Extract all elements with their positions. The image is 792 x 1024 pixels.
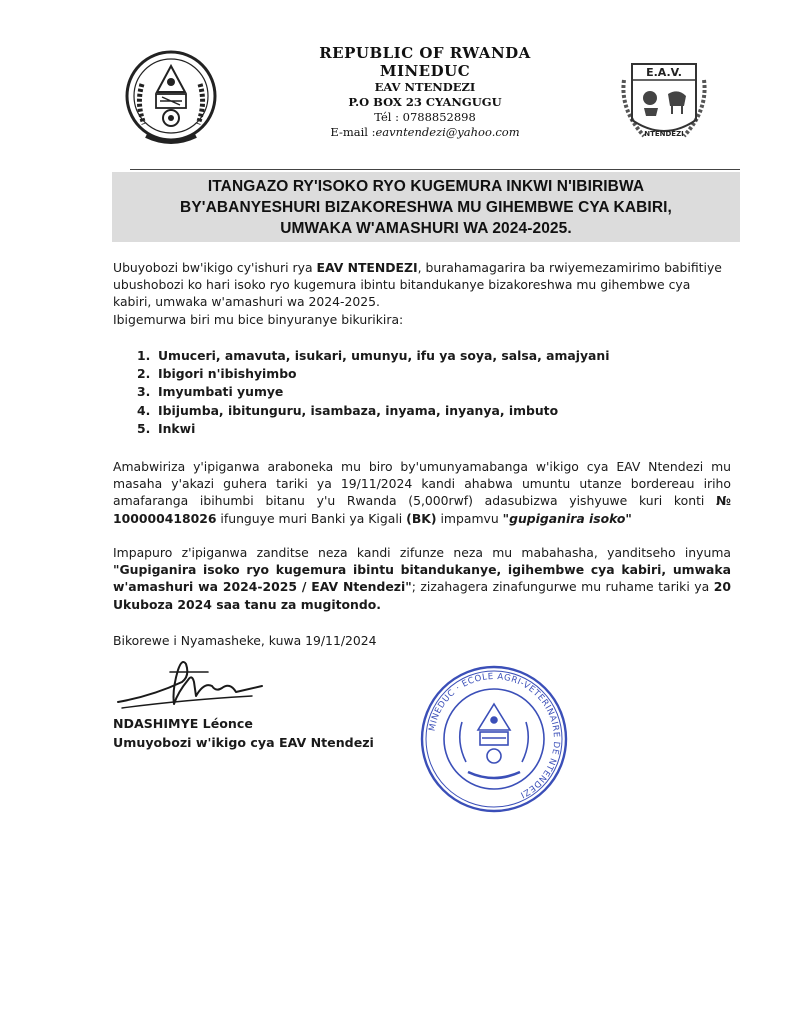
announcement-title <box>112 176 740 239</box>
conditions-text-3: impamvu <box>436 510 503 526</box>
list-item <box>137 420 609 438</box>
conditions-text-2: ifunguye muri Banki ya Kigali <box>216 510 407 526</box>
supplies-list <box>137 347 609 438</box>
intro-paragraph <box>113 259 723 328</box>
signature-icon <box>112 652 272 714</box>
title-line-2: BY'ABANYESHURI BIZAKORESHWA MU GIHEMBWE CYA KABIRI, <box>180 199 672 216</box>
school-logo-text-bottom: NTENDEZI <box>644 130 684 138</box>
letterhead-republic: REPUBLIC OF RWANDA <box>319 44 531 62</box>
letterhead-ministry: MINEDUC <box>379 62 471 80</box>
intro-school: EAV NTENDEZI <box>316 260 418 275</box>
rwanda-coat-of-arms-icon <box>122 44 220 154</box>
list-item <box>137 347 609 365</box>
letterhead-po-box: P.O BOX 23 CYANGUGU <box>348 95 502 109</box>
list-item <box>137 402 609 420</box>
intro-text-2: , burahamagarira ba rwiyemezamirimo babifitiye ubushobozi ko hari isoko ryo kugemura ibintu bitandukanye bizakoreshwa mu gihembwe cya kabiri, umwaka w'amashuri wa 2024-2025. <box>113 260 722 310</box>
conditions-paragraph <box>113 458 731 527</box>
list-item-number: 3. <box>137 384 151 400</box>
payment-reason: "gupiganira isoko" <box>502 510 632 526</box>
letterhead <box>260 44 590 140</box>
list-item-number: 4. <box>137 402 151 418</box>
letterhead-tel: Tél : 0788852898 <box>374 110 476 124</box>
letterhead-school: EAV NTENDEZI <box>374 80 476 94</box>
email-value: eavntendezi@yahoo.com <box>375 125 520 139</box>
stamp-ring-text <box>427 672 561 800</box>
conditions-text-1: Amabwiriza y'ipiganwa araboneka mu biro by'umunyamabanga w'ikigo cya EAV Ntendezi mu masaha y'akazi guhera tariki ya 19/11/2024 kandi ahabwa umuntu utanze bordereau iriho amafaranga ibihumbi bitanu y'u Rwanda (5,000rwf) adasubizwa yishyuwe kuri konti <box>113 459 731 509</box>
list-item-text: Umuceri, amavuta, isukari, umunyu, ifu ya soya, salsa, amajyani <box>158 348 610 363</box>
signer-role: Umuyobozi w'ikigo cya EAV Ntendezi <box>113 735 374 750</box>
stamp-ring-textpath: MINEDUC · ECOLE AGRI-VETERINAIRE DE NTENDEZI <box>427 671 562 800</box>
school-logo-text-top: E.A.V. <box>646 66 682 79</box>
title-line-1: ITANGAZO RY'ISOKO RYO KUGEMURA INKWI N'IBIRIBWA <box>207 178 645 195</box>
official-stamp-icon <box>418 664 570 814</box>
list-item-text: Ibigori n'ibishyimbo <box>158 366 297 382</box>
account-number: № 100000418026 <box>113 493 731 526</box>
list-item-number: 1. <box>137 348 151 363</box>
submission-paragraph <box>113 544 731 613</box>
school-logo-icon <box>614 50 714 150</box>
submission-deadline: 20 Ukuboza 2024 saa tanu za mugitondo. <box>113 579 731 612</box>
bank-code: (BK) <box>406 510 437 526</box>
letterhead-email <box>260 125 590 140</box>
list-item-text: Imyumbati yumye <box>158 384 284 400</box>
email-label: E-mail : <box>330 125 376 139</box>
place-date: Bikorewe i Nyamasheke, kuwa 19/11/2024 <box>113 633 377 648</box>
list-item <box>137 383 609 401</box>
signer-name: NDASHIMYE Léonce <box>113 716 253 731</box>
submission-text-2: ; zizahagera zinafungurwe mu ruhame tariki ya <box>411 579 714 595</box>
intro-text-1: Ubuyobozi bw'ikigo cy'ishuri rya <box>113 260 317 275</box>
list-item-number: 2. <box>137 366 151 382</box>
envelope-subject: "Gupiganira isoko ryo kugemura ibintu bitandukanye, igihembwe cya kabiri, umwaka w'amashuri wa 2024-2025 / EAV Ntendezi" <box>113 562 731 595</box>
list-item-text: Ibijumba, ibitunguru, isambaza, inyama, inyanya, imbuto <box>158 402 559 418</box>
list-item-text: Inkwi <box>158 420 196 436</box>
title-line-3: UMWAKA W'AMASHURI WA 2024-2025. <box>280 220 572 237</box>
intro-text-3: Ibigemurwa biri mu bice binyuranye bikurikira: <box>113 311 404 327</box>
submission-text-1: Impapuro z'ipiganwa zanditse neza kandi zifunze neza mu mabahasha, yanditseho inyuma <box>113 545 731 560</box>
list-item-number: 5. <box>137 420 151 436</box>
header-divider <box>130 169 740 170</box>
list-item <box>137 365 609 383</box>
